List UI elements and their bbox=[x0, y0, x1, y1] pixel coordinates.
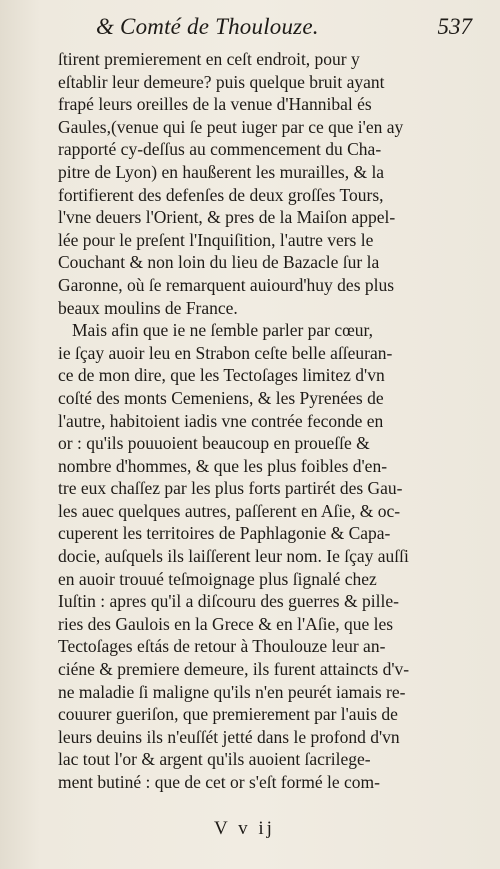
text-line: pitre de Lyon) en haußerent les murailles, & la bbox=[58, 161, 385, 182]
text-line: or : qu'ils pouuoient beaucoup en proueſſe & bbox=[58, 433, 370, 454]
text-line: les auec quelques autres, paſſerent en Aſie, & oc- bbox=[58, 500, 401, 521]
running-head: & Comté de Thoulouze. bbox=[96, 14, 319, 39]
text-line: Couchant & non loin du lieu de Bazacle ſur la bbox=[58, 252, 380, 273]
text-line: lée pour le preſent l'Inquiſition, l'autre vers le bbox=[58, 229, 374, 250]
text-line: ce de mon dire, que les Tectoſages limitez d'vn bbox=[58, 365, 385, 386]
text-line: l'autre, habitoient iadis vne contrée feconde en bbox=[58, 410, 384, 431]
text-line: ries des Gaulois en la Grece & en l'Aſie, que les bbox=[58, 613, 394, 634]
text-line: lac tout l'or & argent qu'ils auoient ſacrilege- bbox=[58, 749, 371, 770]
text-line: docie, auſquels ils laiſſerent leur nom. Ie ſçay auſſi bbox=[58, 546, 409, 567]
page-number: 537 bbox=[437, 14, 472, 39]
text-line: ment butiné : que de cet or s'eſt formé le com- bbox=[58, 772, 380, 792]
text-line: rapporté cy-deſſus au commencement du Cha- bbox=[58, 139, 382, 160]
text-line: eſtablir leur demeure? puis quelque bruit ayant bbox=[58, 71, 385, 92]
text-line: ſtirent premierement en ceſt endroit, pour y bbox=[58, 49, 360, 69]
text-line: Garonne, où ſe remarquent auiourd'huy des plus bbox=[58, 274, 395, 295]
text-line: en auoir trouué teſmoignage plus ſignalé chez bbox=[58, 568, 377, 589]
body-text bbox=[58, 48, 460, 794]
text-line: Gaules,(venue qui ſe peut iuger par ce que i'en ay bbox=[58, 116, 404, 137]
text-line: Tectoſages eſtás de retour à Thoulouze leur an- bbox=[58, 636, 386, 657]
text-line: beaux moulins de France. bbox=[58, 297, 238, 318]
text-line: ciéne & premiere demeure, ils furent attaincts d'v- bbox=[58, 659, 410, 680]
text-line: frapé leurs oreilles de la venue d'Hannibal és bbox=[58, 94, 372, 115]
signature-mark: V v ij bbox=[214, 818, 275, 839]
text-line: fortifierent des defenſes de deux groſſes Tours, bbox=[58, 184, 384, 205]
text-line: tre eux chaſſez par les plus forts partirét des Gau- bbox=[58, 478, 403, 499]
text-line: Iuſtin : apres qu'il a diſcouru des guerres & pille- bbox=[58, 591, 399, 612]
text-line: coſté des monts Cemeniens, & les Pyrenées de bbox=[58, 387, 384, 408]
text-line: cuperent les territoires de Paphlagonie & Capa- bbox=[58, 523, 391, 544]
paragraph-start-line: Mais afin que ie ne ſemble parler par cœur, bbox=[72, 320, 374, 341]
text-line: ie ſçay auoir leu en Strabon ceſte belle aſſeuran- bbox=[58, 342, 393, 363]
text-line: ne maladie ſi maligne qu'ils n'en peurét iamais re- bbox=[58, 681, 406, 702]
text-line: couurer gueriſon, que premierement par l'auis de bbox=[58, 704, 398, 725]
text-line: nombre d'hommes, & que les plus foibles d'en- bbox=[58, 455, 388, 476]
text-line: leurs deuins ils n'euſſét jetté dans le profond d'vn bbox=[58, 726, 400, 747]
text-line: l'vne deuers l'Orient, & pres de la Maiſon appel- bbox=[58, 207, 396, 228]
page-header bbox=[96, 14, 472, 48]
